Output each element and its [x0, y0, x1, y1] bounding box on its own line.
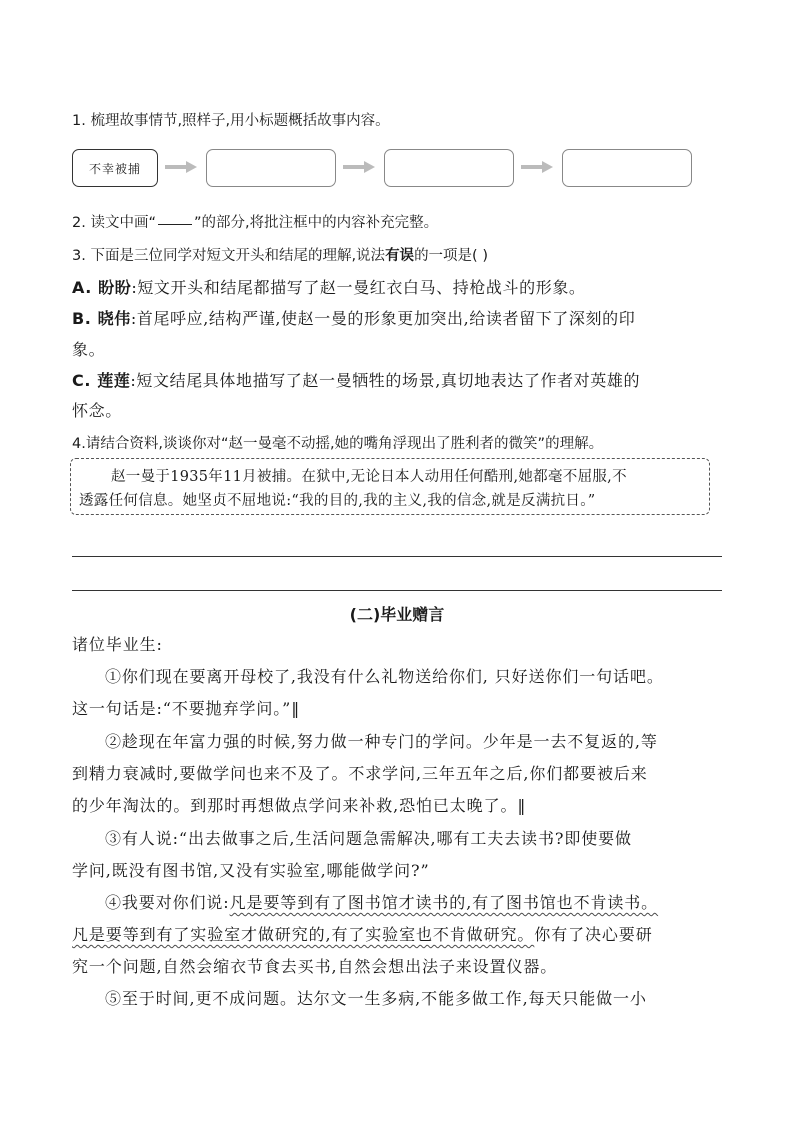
greeting: 诸位毕业生: — [72, 635, 163, 654]
paragraph-3-line-2: 学问,既没有图书馆,又没有实验室,哪能做学问?” — [72, 861, 430, 880]
paragraph-4-line-2 — [72, 924, 653, 946]
paragraph-2-line-2: 到精力衰减时,要做学问也来不及了。不求学问,三年五年之后,你们都要被后来 — [72, 764, 648, 783]
flow-box-4[interactable] — [562, 149, 692, 187]
flow-arrow-icon — [164, 160, 198, 174]
answer-line-2[interactable] — [72, 590, 722, 591]
question-3-before: 3. 下面是三位同学对短文开头和结尾的理解,说法 — [72, 248, 386, 264]
option-c — [72, 370, 640, 392]
question-2 — [72, 212, 438, 234]
paragraph-1-line-1: ①你们现在要离开母校了,我没有什么礼物送给你们, 只好送你们一句话吧。 — [105, 667, 664, 686]
option-b-label: B. 晓伟 — [72, 309, 131, 328]
paragraph-3-line-1: ③有人说:“出去做事之后,生活问题急需解决,哪有工夫去读书?即使要做 — [105, 829, 632, 848]
flow-box-2[interactable] — [206, 149, 336, 187]
paragraph-4-lead: ④我要对你们说: — [105, 893, 230, 912]
material-line-2: 透露任何信息。她坚贞不屈地说:“我的目的,我的主义,我的信念,就是反满抗日。” — [79, 493, 596, 509]
material-box — [70, 458, 710, 515]
paragraph-4-line-3: 究一个问题,自然会缩衣节食去买书,自然会想出法子来设置仪器。 — [72, 957, 558, 976]
paragraph-1-line-2: 这一句话是:“不要抛弃学问。”‖ — [72, 699, 301, 718]
section-title: (二)毕业赠言 — [349, 605, 445, 624]
question-2-before: 2. 读文中画“ — [72, 215, 156, 231]
question-2-after: ”的部分,将批注框中的内容补充完整。 — [193, 215, 439, 231]
paragraph-2-line-1: ②趁现在年富力强的时候,努力做一种专门的学问。少年是一去不复返的,等 — [105, 732, 658, 751]
option-b-cont: 象。 — [72, 340, 106, 359]
question-3-emphasis: 有误 — [385, 248, 415, 264]
question-3 — [72, 245, 488, 267]
flow-arrow-icon — [520, 160, 554, 174]
underline-mark — [158, 224, 192, 225]
question-3-after: 的一项是( ) — [414, 248, 488, 264]
option-b-text: :首尾呼应,结构严谨,使赵一曼的形象更加突出,给读者留下了深刻的印 — [130, 309, 636, 328]
option-c-text: :短文结尾具体地描写了赵一曼牺牲的场景,真切地表达了作者对英雄的 — [130, 371, 641, 390]
paragraph-4-line-1 — [105, 892, 658, 914]
option-a — [72, 277, 586, 299]
answer-line-1[interactable] — [72, 556, 722, 557]
paragraph-4-wavy-1: 凡是要等到有了图书馆才读书的,有了图书馆也不肯读书。 — [229, 893, 659, 912]
option-a-label: A. 盼盼 — [72, 278, 132, 297]
question-1: 1. 梳理故事情节,照样子,用小标题概括故事内容。 — [72, 113, 390, 129]
flow-box-1: 不幸被捕 — [72, 149, 158, 187]
option-b — [72, 308, 635, 330]
option-c-cont: 怀念。 — [72, 401, 122, 420]
material-line-1: 赵一曼于1935年11月被捕。在狱中,无论日本人动用任何酷刑,她都毫不屈服,不 — [111, 469, 627, 485]
paragraph-5-line-1: ⑤至于时间,更不成问题。达尔文一生多病,不能多做工作,每天只能做一小 — [105, 989, 647, 1008]
paragraph-2-line-3: 的少年淘汰的。到那时再想做点学问来补救,恐怕已太晚了。‖ — [72, 796, 527, 815]
paragraph-4-wavy-2: 凡是要等到有了实验室才做研究的,有了实验室也不肯做研究。 — [72, 925, 535, 944]
flow-arrow-icon — [342, 160, 376, 174]
question-4: 4.请结合资料,谈谈你对“赵一曼毫不动摇,她的嘴角浮现出了胜利者的微笑”的理解。 — [72, 436, 604, 452]
option-c-label: C. 莲莲 — [72, 371, 131, 390]
flow-box-3[interactable] — [384, 149, 514, 187]
paragraph-4-tail: 你有了决心要研 — [534, 925, 653, 944]
option-a-text: :短文开头和结尾都描写了赵一曼红衣白马、持枪战斗的形象。 — [131, 278, 586, 297]
